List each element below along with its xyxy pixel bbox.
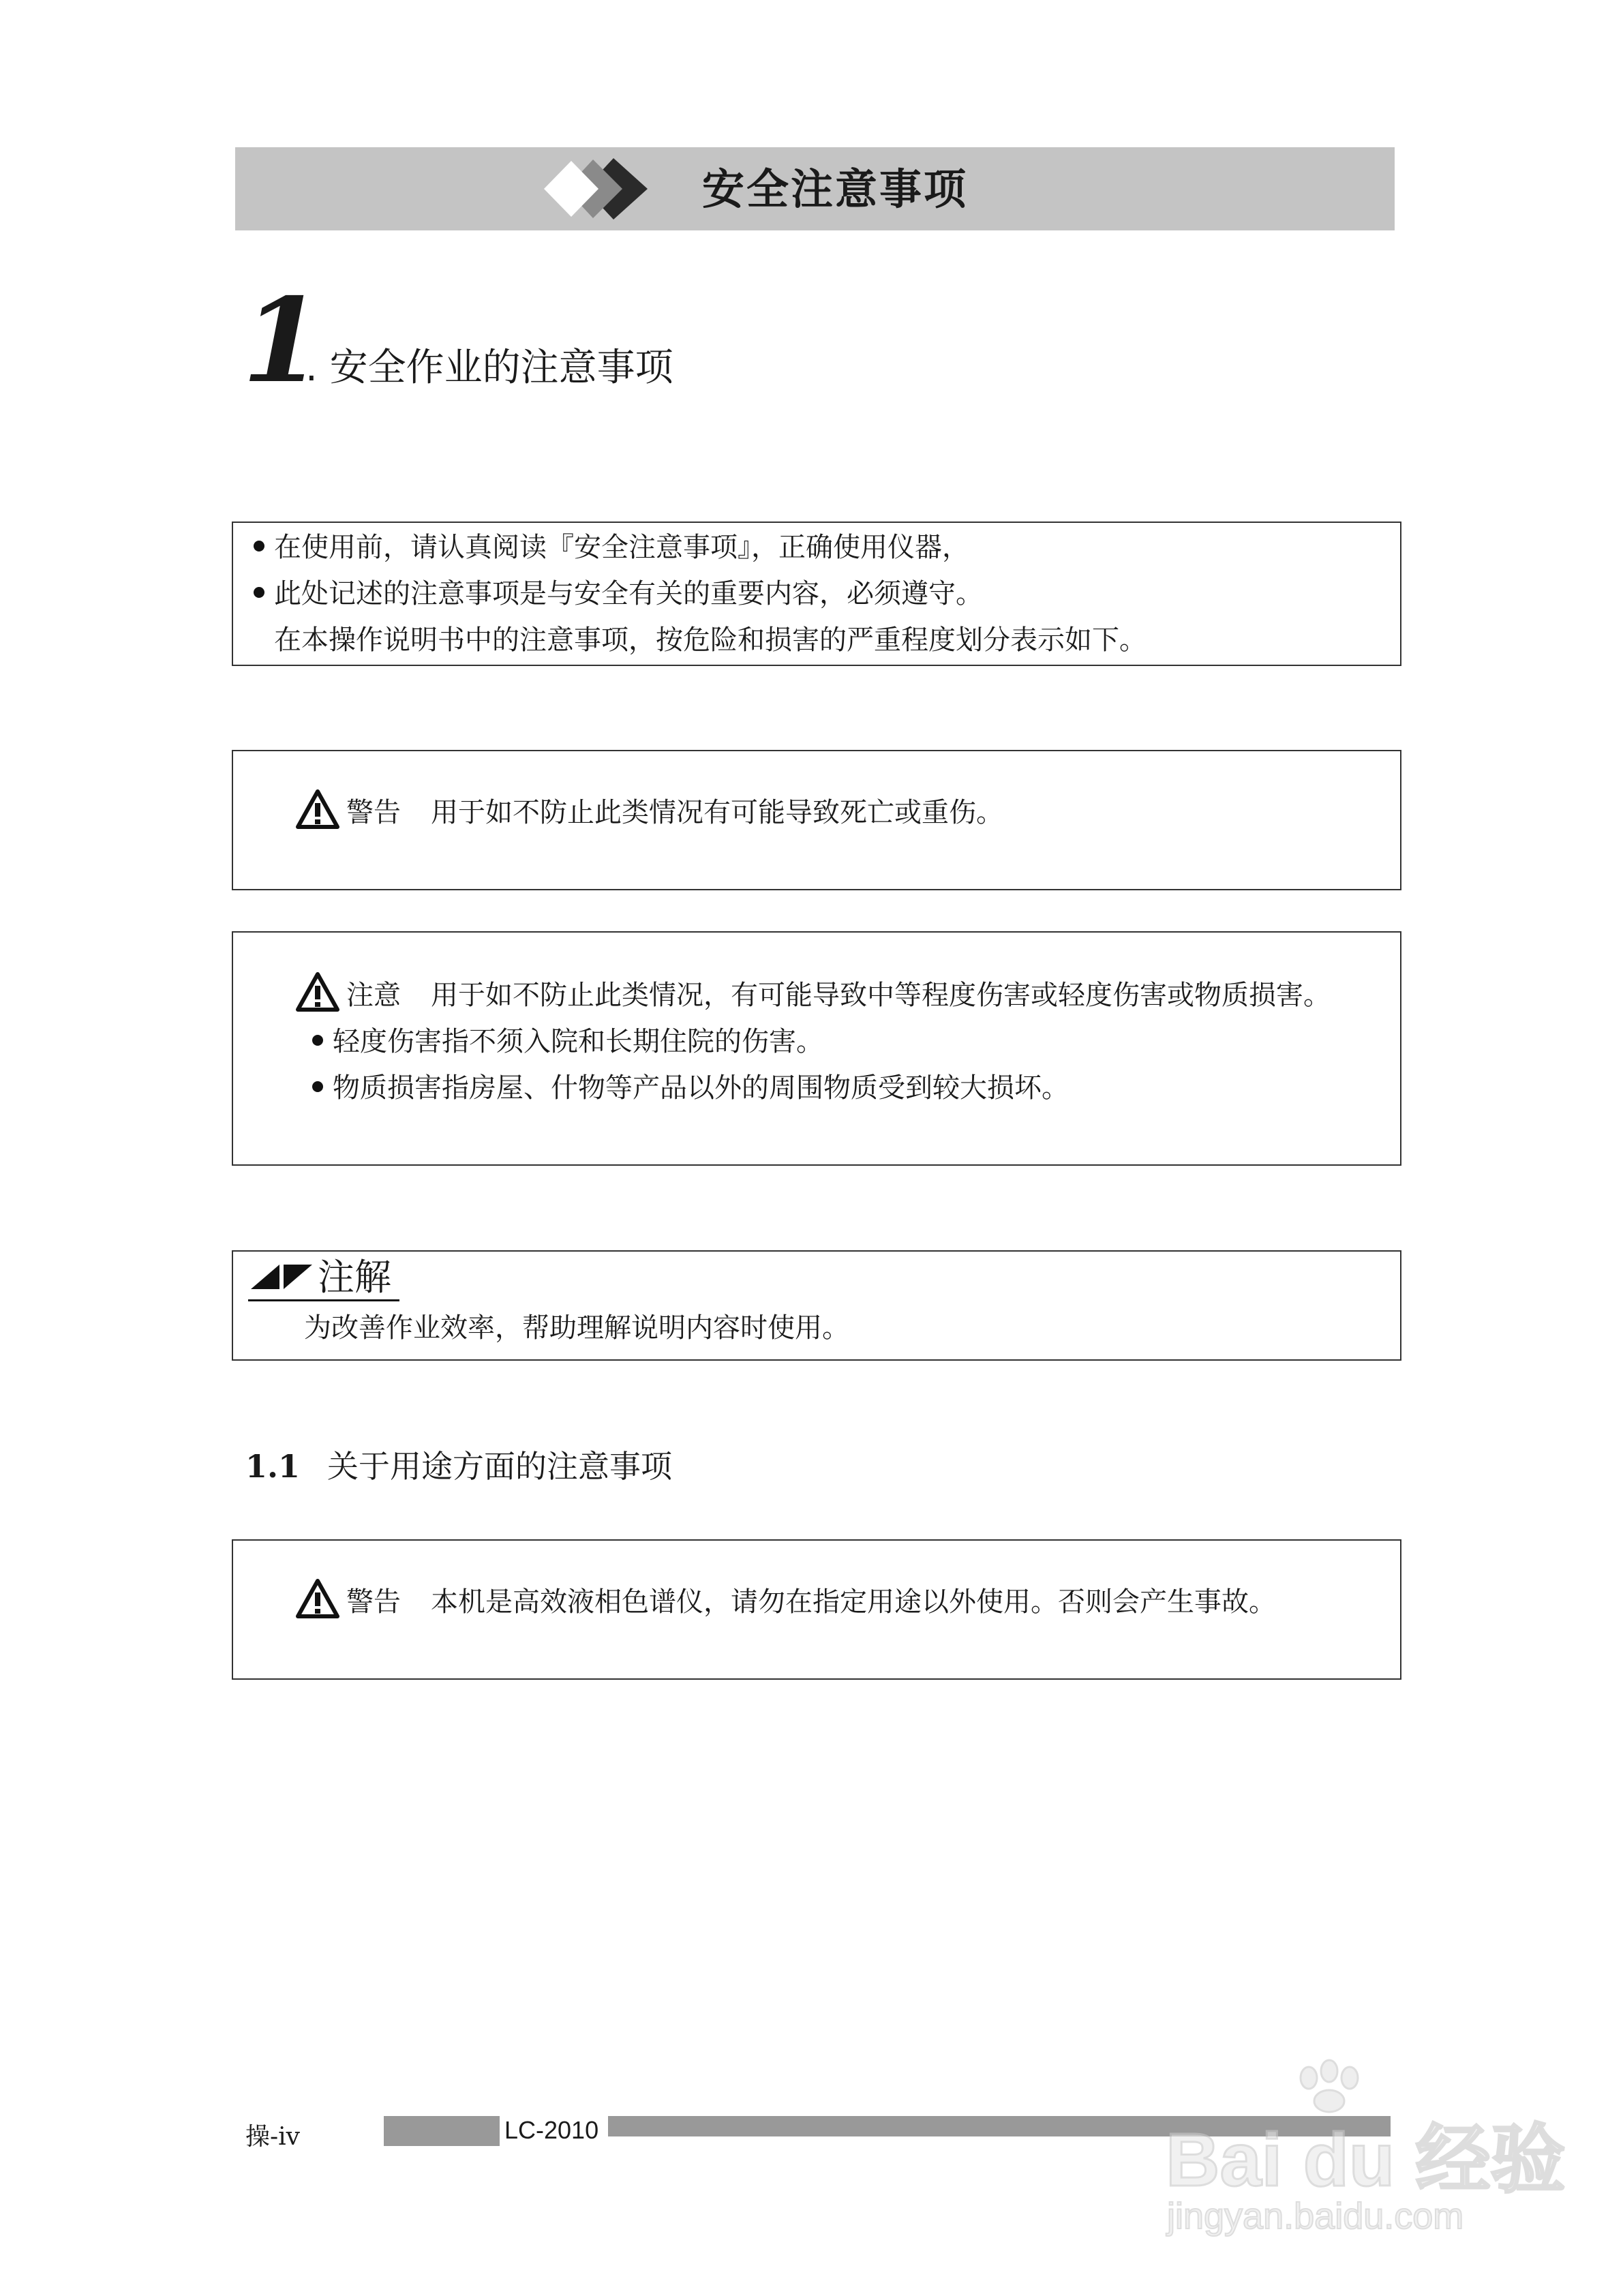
intro-line-3: 在本操作说明书中的注意事项，按危险和损害的严重程度划分表示如下。 (274, 624, 1147, 656)
intro-line-1: 在使用前，请认真阅读『安全注意事项』，正确使用仪器， (254, 528, 969, 567)
subsection-number: 1.1 (245, 1448, 301, 1485)
bullet-icon (312, 1081, 323, 1092)
watermark-logo: Bai du 经验 (1166, 2118, 1566, 2202)
note-triangles-icon (248, 1262, 314, 1292)
footer-bar-left (384, 2116, 500, 2146)
note-text: 为改善作业效率，帮助理解说明内容时使用。 (304, 1312, 849, 1344)
watermark-url: jingyan.baidu.com (1167, 2196, 1464, 2237)
caution-bullet-1: 轻度伤害指不须入院和长期住院的伤害。 (312, 1023, 823, 1061)
warning-triangle-icon (296, 789, 339, 829)
caution-triangle-icon (296, 972, 339, 1012)
caution-box (232, 931, 1401, 1166)
subsection-heading (245, 1444, 672, 1489)
caution-label: 注意 (346, 980, 401, 1011)
caution-bullet-2: 物质损害指房屋、什物等产品以外的周围物质受到较大损坏。 (312, 1069, 1069, 1107)
footer-page-number: 操-iv (245, 2123, 301, 2151)
baidu-watermark (1152, 2059, 1566, 2256)
section-number: 1 (242, 273, 323, 409)
caution-text: 用于如不防止此类情况，有可能导致中等程度伤害或轻度伤害或物质损害。 (431, 980, 1331, 1011)
bullet-icon (312, 1035, 323, 1046)
note-underline (248, 1299, 399, 1301)
diamond-arrows-icon (539, 153, 654, 225)
section-title: . 安全作业的注意事项 (305, 346, 673, 390)
warning-text: 用于如不防止此类情况有可能导致死亡或重伤。 (431, 797, 1003, 828)
warning-box (232, 750, 1401, 890)
note-heading: 注解 (248, 1252, 391, 1303)
intro-line-2: 此处记述的注意事项是与安全有关的重要内容，必须遵守。 (254, 575, 983, 613)
warning2-text: 本机是高效液相色谱仪，请勿在指定用途以外使用。否则会产生事故。 (431, 1586, 1276, 1618)
warning-label: 警告 (346, 797, 401, 828)
note-box (232, 1250, 1401, 1361)
bullet-icon (254, 587, 264, 598)
header-title: 安全注意事项 (702, 164, 969, 214)
subsection-title: 关于用途方面的注意事项 (327, 1448, 673, 1485)
intro-box (232, 522, 1401, 666)
warning-triangle-icon (296, 1579, 339, 1618)
bullet-icon (254, 541, 264, 552)
warning2-label: 警告 (346, 1586, 401, 1618)
footer-model: LC-2010 (504, 2116, 599, 2144)
warning-box-usage (232, 1539, 1401, 1680)
